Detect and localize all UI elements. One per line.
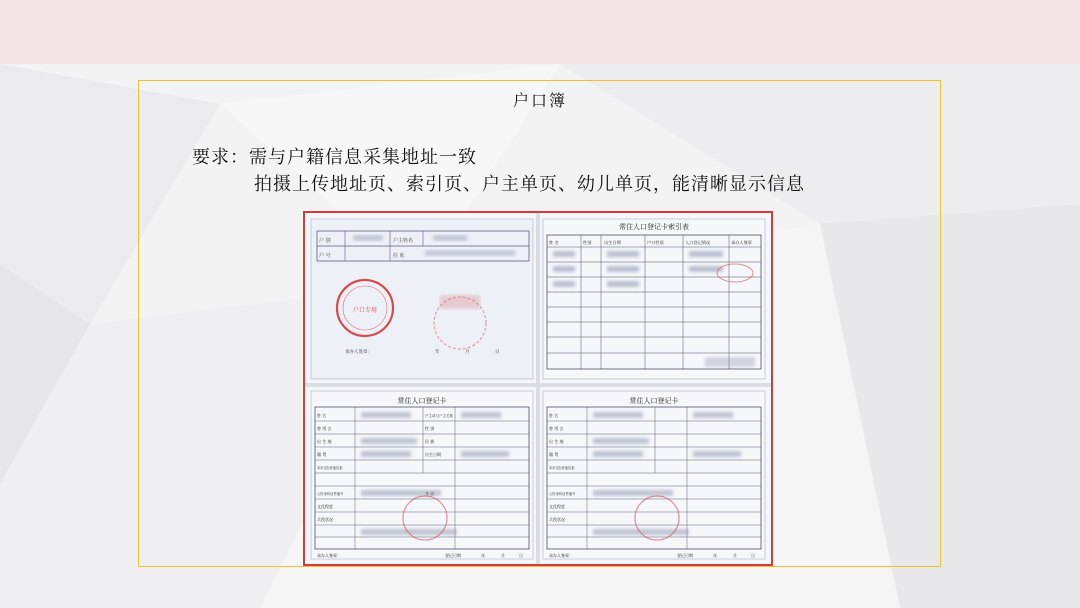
head-label-relation: 户主或与户主关系 [425,414,453,418]
head-label-other-address: 本市(县)其他住址 [317,466,343,470]
index-col-sex: 性别 [583,240,592,245]
requirement-line-1: 要求：需与户籍信息采集地址一致 [192,147,477,168]
child-footer-month: 月 [733,553,737,558]
head-footer-year: 年 [481,553,485,558]
head-label-sex: 性 别 [425,426,435,431]
addr-label-no: 户 号 [319,253,331,259]
head-footer-month: 月 [501,553,505,558]
addr-footer-signer: 承办人签章： [345,350,372,355]
head-label-origin: 籍 贯 [317,452,327,457]
child-label-former-name: 曾 用 名 [549,426,564,431]
addr-label-head: 户主姓名 [393,238,414,244]
head-label-military: 兵役状况 [317,517,333,522]
child-label-birthplace: 出 生 地 [549,439,564,444]
address-page [311,219,533,379]
head-footer-signer: 承办人签章： [317,553,341,558]
child-label-id: 公民身份证件编号 [549,492,576,496]
index-col-birth: 出生日期 [604,240,621,245]
index-page-title: 常住人口登记卡索引表 [619,223,689,231]
addr-footer-day: 日 [495,350,500,355]
head-label-ethnicity: 民 族 [425,439,435,444]
addr-footer-year: 年 [435,350,440,355]
head-footer-day: 日 [519,553,523,558]
child-page [543,391,765,559]
index-page [543,219,765,379]
index-col-name: 姓 名 [549,240,559,245]
slide-title: 户口簿 [512,91,567,110]
child-label-origin: 籍 贯 [549,452,559,457]
index-col-type: 户口性质 [647,240,664,245]
head-label-education: 文化程度 [317,504,333,509]
child-footer-year: 年 [713,553,717,558]
householder-page-title: 常住人口登记卡 [397,397,447,405]
child-label-other-address: 本市(县)其他住址 [549,466,575,470]
child-page-title: 常住人口登记卡 [629,397,679,405]
household-register-photo [303,211,773,566]
head-label-birthplace: 出 生 地 [317,439,332,444]
child-label-name: 姓 名 [549,413,559,418]
addr-footer-month: 月 [465,350,470,355]
top-band [0,0,1080,64]
addr-label-address: 住 址 [393,253,405,259]
head-footer-date: 登记日期 [445,553,461,558]
child-footer-date: 登记日期 [677,553,693,558]
address-stamp-text: 户口专用 [352,307,378,314]
addr-label-type: 户 别 [319,238,331,244]
head-label-former-name: 曾 用 名 [317,426,332,431]
head-label-id: 公民身份证件编号 [317,492,344,496]
head-label-birthdate: 出生日期 [425,452,441,457]
requirement-line-2: 拍摄上传地址页、索引页、户主单页、幼儿单页，能清晰显示信息 [254,174,805,195]
child-label-education: 文化程度 [549,504,565,509]
index-col-entry: 入口登记情况 [685,240,711,245]
index-col-signer: 承办人签章 [731,240,752,245]
child-footer-day: 日 [751,553,755,558]
child-label-military: 兵役状况 [549,517,565,522]
head-label-name: 姓 名 [317,413,327,418]
child-footer-signer: 承办人签章： [549,553,573,558]
householder-page [311,391,533,559]
